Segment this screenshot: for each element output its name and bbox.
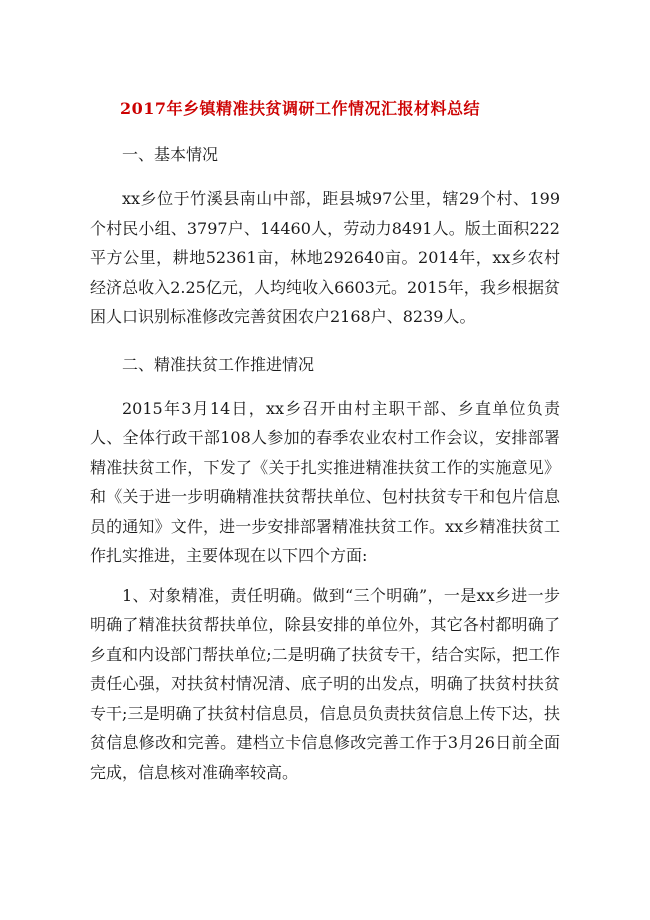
section-heading-basic-info: 一、基本情况 — [122, 145, 219, 164]
document-body — [90, 122, 560, 787]
paragraph-point-1: 1、对象精准，责任明确。做到“三个明确”，一是xx乡进一步明确了精准扶贫帮扶单位，除县安排的单位外，其它各村都明确了乡直和内设部门帮扶单位;二是明确了扶贫专干，结合实际，把工作责任心强，对扶贫村情况清、底子明的出发点，明确了扶贫村扶贫专干;三是明确了扶贫村信息员，信息员负责扶贫信息上传下达，扶贫信息修改和完善。建档立卡信息修改完善工作于3月26日前全面完成，信息核对准确率较高。 — [90, 585, 560, 782]
section-heading-progress: 二、精准扶贫工作推进情况 — [122, 354, 315, 374]
paragraph-basic-info: xx乡位于竹溪县南山中部，距县城97公里，辖29个村、199个村民小组、3797户、14460人，劳动力8491人。版土面积222平方公里，耕地52361亩，林地292640亩。2014年，xx乡农村经济总收入2.25亿元，人均纯收入6603元。2015年，我乡根据贫困人口识别标准修改完善贫困农户2168户、8239人。 — [90, 189, 560, 326]
paragraph-progress: 2015年3月14日，xx乡召开由村主职干部、乡直单位负责人、全体行政干部108人参加的春季农业农村工作会议，安排部署精准扶贫工作，下发了《关于扎实推进精准扶贫工作的实施意见》和《关于进一步明确精准扶贫帮扶单位、包村扶贫专干和包片信息员的通知》文件，进一步安排部署精准扶贫工作。xx乡精准扶贫工作扎实推进，主要体现在以下四个方面: — [90, 398, 560, 565]
document-title: 2017年乡镇精准扶贫调研工作情况汇报材料总结 — [120, 99, 481, 118]
